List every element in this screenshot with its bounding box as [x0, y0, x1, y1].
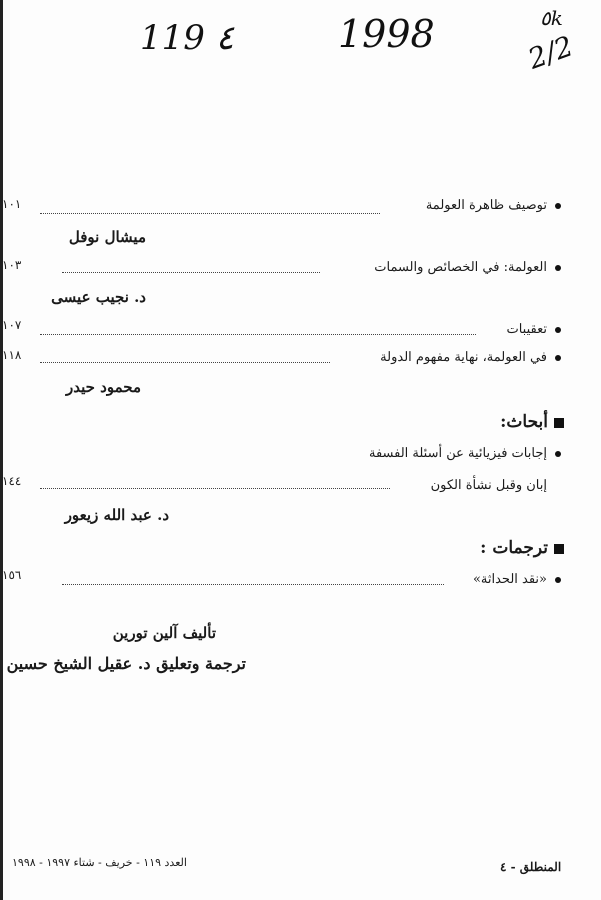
entry-title-line2: إبان وقبل نشأة الكون [430, 478, 547, 493]
toc-entry-1 [426, 198, 561, 213]
entry-author: محمود حيدر [66, 378, 141, 396]
toc-entry-3 [506, 322, 561, 337]
handwritten-fraction: 2/2 [523, 29, 578, 76]
entry-title: تعقيبات [506, 322, 547, 337]
section-heading-translations: ترجمات : [480, 538, 564, 558]
entry-author: د. عبد الله زيعور [64, 506, 169, 524]
dot-leader [40, 362, 330, 363]
entry-page-number: ١٤٤ [2, 474, 22, 488]
entry-page-number: ١٥٦ [2, 568, 22, 582]
footer-issue-info: العدد ١١٩ - خريف - شتاء ١٩٩٧ - ١٩٩٨ [12, 856, 187, 869]
translation-entry [473, 572, 561, 587]
square-bullet-icon [554, 418, 564, 428]
square-bullet-icon [554, 544, 564, 554]
bullet-icon [555, 355, 561, 361]
dot-leader [62, 272, 320, 273]
bullet-icon [555, 577, 561, 583]
bullet-icon [555, 265, 561, 271]
entry-title-line1: إجابات فيزيائية عن أسئلة الفسفة [368, 446, 547, 461]
entry-title: «نقد الحداثة» [472, 572, 547, 587]
entry-title: في العولمة، نهاية مفهوم الدولة [380, 350, 547, 365]
bullet-icon [555, 327, 561, 333]
section-heading-research: أبحاث: [500, 412, 564, 432]
entry-title: توصيف ظاهرة العولمة [425, 198, 547, 213]
entry-page-number: ١٠٣ [2, 258, 22, 272]
handwritten-note: ٥k [540, 6, 563, 30]
scan-edge [0, 0, 3, 900]
research-entry-line2 [431, 478, 547, 493]
translation-translator-line: ترجمة وتعليق د. عقيل الشيخ حسين [6, 654, 246, 673]
entry-page-number: ١١٨ [2, 348, 22, 362]
footer-page-label: المنطلق - ٤ [500, 860, 562, 874]
entry-title: العولمة: في الخصائص والسمات [374, 260, 547, 275]
handwritten-issue-number: 119 ٤ [140, 18, 234, 58]
dot-leader [40, 334, 476, 335]
dot-leader [40, 213, 380, 214]
bullet-icon [555, 451, 561, 457]
translation-author-line: تأليف آلين تورين [112, 624, 216, 642]
entry-page-number: ١٠٧ [2, 318, 22, 332]
toc-entry-4 [380, 350, 561, 365]
bullet-icon [555, 203, 561, 209]
research-entry [369, 446, 561, 461]
dot-leader [40, 488, 390, 489]
dot-leader [62, 584, 444, 585]
entry-page-number: ١٠١ [2, 197, 22, 211]
handwritten-year: 1998 [338, 12, 435, 56]
entry-author: د. نجيب عيسى [51, 288, 146, 306]
entry-author: ميشال نوفل [68, 228, 146, 246]
toc-entry-2 [374, 260, 561, 275]
